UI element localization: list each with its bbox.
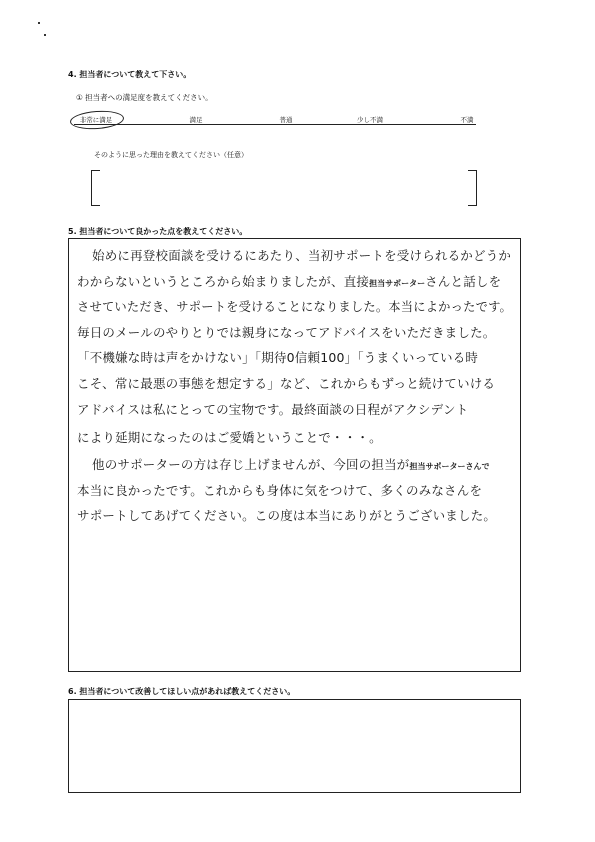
answer-text: 始めに再登校面談を受けるにあたり、当初サポートを受けられるかどうか: [92, 248, 512, 263]
scale-option-neutral[interactable]: 普通: [279, 116, 293, 124]
answer-line: [77, 374, 495, 392]
answer-line: [77, 506, 496, 524]
q4-title: 4. 担当者について教えて下さい。: [68, 70, 192, 79]
answer-text: アドバイスは私にとっての宝物です。最終面談の日程がアクシデント: [77, 402, 469, 417]
scan-speck: [44, 34, 46, 36]
scan-speck: [38, 22, 40, 24]
supporter-name-print: 担当サポーター: [369, 279, 426, 288]
answer-text: こそ、常に最悪の事態を想定する」など、これからもずっと続けていける: [77, 376, 496, 391]
answer-text: 本当に良かったです。これからも身体に気をつけて、多くのみなさんを: [77, 483, 483, 498]
answer-text: により延期になったのはご愛嬌ということで・・・。: [77, 430, 382, 445]
answer-line: [77, 272, 501, 290]
q5-title: 5. 担当者について良かった点を教えてください。: [68, 227, 248, 236]
answer-text: 毎日のメールのやりとりでは親身になってアドバイスをいただきました。: [77, 325, 496, 340]
q6-answer-box[interactable]: [68, 699, 521, 793]
answer-line: [77, 323, 495, 341]
answer-text: 「不機嫌な時は声をかけない」「期待0信頼100」「うまくいっている時: [77, 350, 479, 365]
answer-text: わからないというところから始まりましたが、直接: [77, 274, 370, 289]
reason-bracket-left: [91, 170, 100, 206]
answer-text: 他のサポーターの方は存じ上げませんが、今回の担当が: [92, 457, 410, 472]
answer-text: サポートしてあげてください。この度は本当にありがとうございました。: [77, 508, 497, 523]
supporter-name-print: 担当サポーターさんで: [409, 462, 490, 471]
answer-line: [77, 400, 468, 418]
answer-text: させていただき、サポートを受けることになりました。本当によかったです。: [77, 299, 513, 314]
answer-line: [77, 348, 478, 366]
scale-option-very-satisfied[interactable]: 非常に満足: [79, 116, 113, 124]
scale-line: [74, 124, 476, 125]
reason-bracket-right: [468, 170, 477, 206]
answer-line: [77, 428, 382, 446]
q4-satisfaction-question: ① 担当者への満足度を教えてください。: [76, 93, 213, 102]
scale-option-satisfied[interactable]: 満足: [189, 116, 203, 124]
answer-line: [77, 297, 512, 315]
answer-line: [92, 246, 511, 264]
answer-line: [77, 481, 482, 499]
reason-prompt: そのように思った理由を教えてください（任意）: [94, 151, 248, 159]
scale-option-dissatisfied[interactable]: 不満: [460, 116, 474, 124]
answer-line: [92, 455, 490, 473]
answer-text: さんと話しを: [425, 274, 502, 289]
q6-title: 6. 担当者について改善してほしい点があれば教えてください。: [68, 687, 296, 696]
scale-option-slightly-dissatisfied[interactable]: 少し不満: [357, 116, 383, 124]
